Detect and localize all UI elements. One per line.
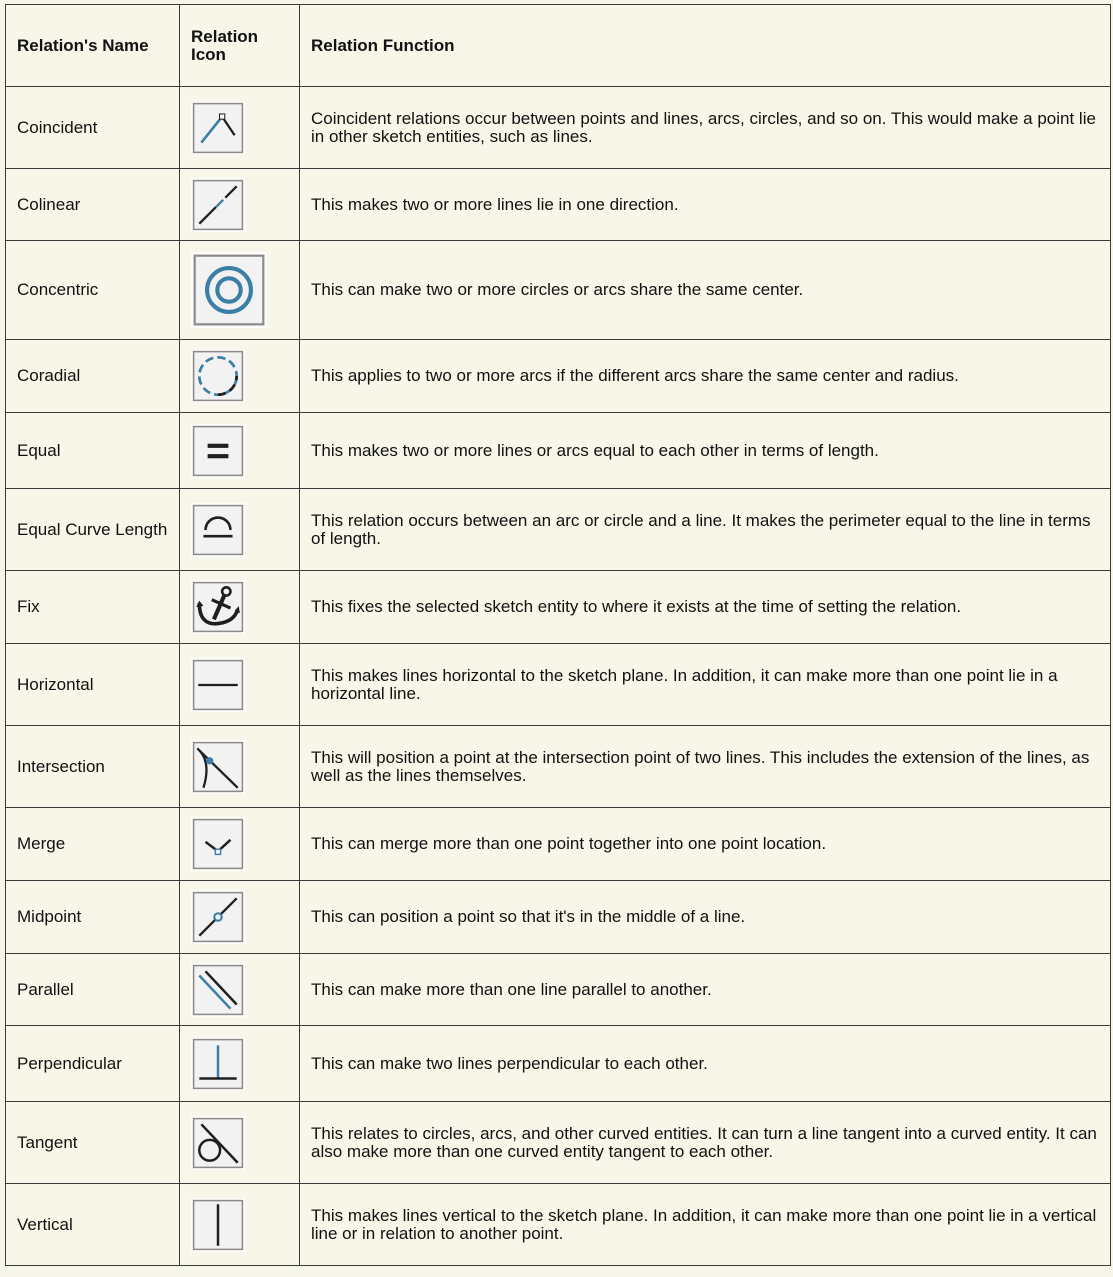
header-icon: Relation Icon [180,5,300,87]
perpendicular-icon [191,1037,245,1091]
relation-function-colinear: This makes two or more lines lie in one direction. [300,169,1111,241]
table-row [6,87,1111,169]
header-name: Relation's Name [6,5,180,87]
table-row [6,241,1111,340]
coincident-icon [191,101,245,155]
relation-name-coradial: Coradial [6,340,180,413]
coradial-icon [191,349,245,403]
table-row [6,1026,1111,1102]
equal-icon [191,424,245,478]
tangent-icon [191,1116,245,1170]
relation-icon-cell [180,644,300,726]
anchor-icon [191,580,245,634]
relation-icon-cell [180,169,300,241]
relation-function-merge: This can merge more than one point together into one point location. [300,808,1111,881]
relation-function-vertical: This makes lines vertical to the sketch plane. In addition, it can make more than one point lie in a vertical line or in relation to another point. [300,1184,1111,1266]
table-row [6,808,1111,881]
relation-function-fix: This fixes the selected sketch entity to where it exists at the time of setting the relation. [300,571,1111,644]
relation-function-tangent: This relates to circles, arcs, and other curved entities. It can turn a line tangent into a curved entity. It can also make more than one curved entity tangent to each other. [300,1102,1111,1184]
relation-name-tangent: Tangent [6,1102,180,1184]
relation-icon-cell [180,881,300,954]
table-row [6,571,1111,644]
colinear-icon [191,178,245,232]
table-row [6,881,1111,954]
table-row [6,1102,1111,1184]
equal-curve-length-icon [191,503,245,557]
relation-name-perpendicular: Perpendicular [6,1026,180,1102]
relation-name-coincident: Coincident [6,87,180,169]
relation-name-merge: Merge [6,808,180,881]
midpoint-icon [191,890,245,944]
relation-function-equal-curve-length: This relation occurs between an arc or circle and a line. It makes the perimeter equal to the line in terms of length. [300,489,1111,571]
relation-icon-cell [180,808,300,881]
table-row [6,413,1111,489]
relation-icon-cell [180,489,300,571]
concentric-icon [191,252,267,328]
relation-icon-cell [180,1184,300,1266]
relation-function-coincident: Coincident relations occur between points and lines, arcs, circles, and so on. This would make a point lie in other sketch entities, such as lines. [300,87,1111,169]
relation-name-colinear: Colinear [6,169,180,241]
relation-name-parallel: Parallel [6,954,180,1026]
relation-function-midpoint: This can position a point so that it's in the middle of a line. [300,881,1111,954]
relation-function-perpendicular: This can make two lines perpendicular to each other. [300,1026,1111,1102]
table-row [6,1184,1111,1266]
relation-icon-cell [180,726,300,808]
header-function: Relation Function [300,5,1111,87]
table-row [6,644,1111,726]
relation-name-equal-curve-length: Equal Curve Length [6,489,180,571]
relation-icon-cell [180,571,300,644]
relation-function-intersection: This will position a point at the intersection point of two lines. This includes the extension of the lines, as well as the lines themselves. [300,726,1111,808]
relation-name-equal: Equal [6,413,180,489]
relation-function-horizontal: This makes lines horizontal to the sketch plane. In addition, it can make more than one point lie in a horizontal line. [300,644,1111,726]
relation-name-fix: Fix [6,571,180,644]
relation-name-midpoint: Midpoint [6,881,180,954]
relation-icon-cell [180,241,300,340]
relation-name-horizontal: Horizontal [6,644,180,726]
relation-name-intersection: Intersection [6,726,180,808]
merge-icon [191,817,245,871]
header-row [6,5,1111,87]
relation-icon-cell [180,413,300,489]
relation-function-concentric: This can make two or more circles or arcs share the same center. [300,241,1111,340]
relation-name-concentric: Concentric [6,241,180,340]
relation-name-vertical: Vertical [6,1184,180,1266]
table-row [6,340,1111,413]
relation-icon-cell [180,340,300,413]
vertical-icon [191,1198,245,1252]
horizontal-icon [191,658,245,712]
table-row [6,726,1111,808]
relations-table [5,4,1111,1266]
intersection-icon [191,740,245,794]
table-row [6,954,1111,1026]
table-row [6,169,1111,241]
relation-icon-cell [180,1026,300,1102]
table-row [6,489,1111,571]
relation-function-equal: This makes two or more lines or arcs equal to each other in terms of length. [300,413,1111,489]
parallel-icon [191,963,245,1017]
relation-function-coradial: This applies to two or more arcs if the different arcs share the same center and radius. [300,340,1111,413]
relation-icon-cell [180,1102,300,1184]
relation-icon-cell [180,954,300,1026]
relation-function-parallel: This can make more than one line parallel to another. [300,954,1111,1026]
relation-icon-cell [180,87,300,169]
